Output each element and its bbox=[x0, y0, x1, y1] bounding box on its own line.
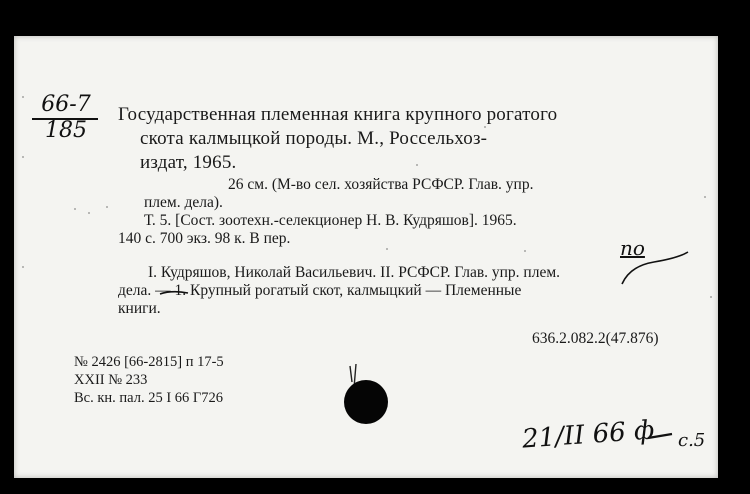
speck bbox=[386, 248, 388, 250]
physical-line-4: 140 с. 700 экз. 98 к. В пер. bbox=[118, 230, 291, 247]
speck bbox=[74, 208, 76, 210]
registry-line-1: № 2426 [66-2815] п 17-5 bbox=[74, 354, 224, 370]
registry-line-3: Вс. кн. пал. 25 I 66 Г726 bbox=[74, 390, 224, 406]
speck bbox=[106, 206, 108, 208]
handwritten-insert: по bbox=[620, 236, 645, 260]
shelf-mark-top: 66-7 bbox=[41, 92, 91, 117]
shelf-mark bbox=[30, 94, 102, 142]
title-line-1: Государственная племенная книга крупного рогатого bbox=[118, 104, 558, 125]
strike-mark-icon bbox=[160, 288, 200, 298]
classification-number: 636.2.082.2(47.876) bbox=[532, 330, 659, 347]
speck bbox=[22, 266, 24, 268]
catalog-card bbox=[14, 36, 718, 478]
date-dash-icon bbox=[648, 432, 678, 442]
speck bbox=[524, 250, 526, 252]
punch-hole bbox=[344, 380, 388, 424]
physical-line-2: плем. дела). bbox=[144, 194, 223, 211]
handwritten-note: с.5 bbox=[678, 430, 706, 451]
speck bbox=[710, 296, 712, 298]
physical-line-1: 26 см. (М-во сел. хозяйства РСФСР. Глав. упр. bbox=[228, 176, 534, 193]
speck bbox=[22, 96, 24, 98]
physical-line-3: Т. 5. [Сост. зоотехн.-селекционер Н. В. Кудряшов]. 1965. bbox=[144, 212, 517, 229]
tracing-line-3: книги. bbox=[118, 300, 161, 317]
speck bbox=[484, 126, 486, 128]
registry-line-2: XXII № 233 bbox=[74, 372, 148, 388]
tracing-line-2: дела. — 1. Крупный рогатый скот, калмыцкий — Племенные bbox=[118, 282, 522, 299]
speck bbox=[22, 156, 24, 158]
tracing-line-1: I. Кудряшов, Николай Васильевич. II. РСФСР. Глав. упр. плем. bbox=[148, 264, 561, 281]
title-line-3: издат, 1965. bbox=[140, 152, 237, 173]
handwritten-date: 21/II 66 ф bbox=[521, 415, 656, 455]
speck bbox=[416, 164, 418, 166]
shelf-mark-bottom: 185 bbox=[45, 118, 87, 143]
speck bbox=[88, 212, 90, 214]
insert-caret-icon bbox=[614, 248, 694, 288]
title-line-2: скота калмыцкой породы. М., Россельхоз- bbox=[140, 128, 488, 149]
speck bbox=[704, 196, 706, 198]
